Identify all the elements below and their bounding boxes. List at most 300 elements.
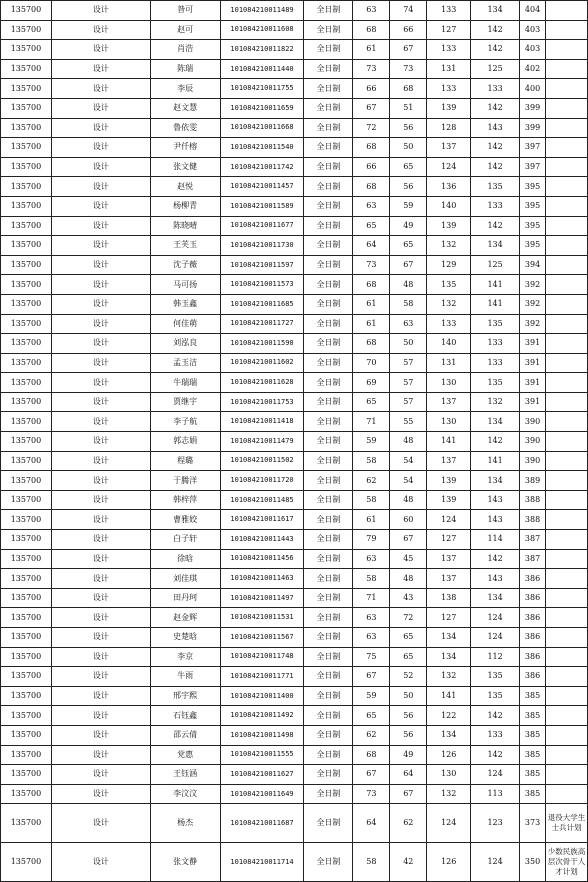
- study-mode-cell: 全日制: [304, 490, 353, 510]
- program-code-cell: 135700: [1, 725, 52, 745]
- candidate-id-cell: 101084210011479: [220, 432, 304, 452]
- program-name-cell: 设计: [51, 784, 150, 804]
- english-score-cell: 49: [390, 745, 427, 765]
- program-name-cell: 设计: [51, 667, 150, 687]
- candidate-id-cell: 101084210011628: [220, 373, 304, 393]
- english-score-cell: 63: [390, 314, 427, 334]
- program-code-cell: 135700: [1, 490, 52, 510]
- english-score-cell: 72: [390, 608, 427, 628]
- remark-cell: [546, 686, 588, 706]
- subject2-score-cell: 134: [471, 412, 520, 432]
- program-name-cell: 设计: [51, 314, 150, 334]
- remark-cell: [546, 216, 588, 236]
- program-code-cell: 135700: [1, 314, 52, 334]
- study-mode-cell: 全日制: [304, 432, 353, 452]
- program-code-cell: 135700: [1, 216, 52, 236]
- remark-cell: [546, 490, 588, 510]
- subject1-score-cell: 126: [427, 745, 471, 765]
- candidate-id-cell: 101084210011502: [220, 451, 304, 471]
- candidate-id-cell: 101084210011498: [220, 725, 304, 745]
- total-score-cell: 399: [520, 118, 546, 138]
- study-mode-cell: 全日制: [304, 1, 353, 21]
- politics-score-cell: 61: [353, 40, 390, 60]
- program-name-cell: 设计: [51, 196, 150, 216]
- subject2-score-cell: 142: [471, 138, 520, 158]
- total-score-cell: 397: [520, 157, 546, 177]
- study-mode-cell: 全日制: [304, 843, 353, 882]
- politics-score-cell: 73: [353, 784, 390, 804]
- candidate-name-cell: 陈晓晴: [150, 216, 220, 236]
- politics-score-cell: 73: [353, 59, 390, 79]
- candidate-name-cell: 白子轩: [150, 530, 220, 550]
- remark-cell: [546, 784, 588, 804]
- table-row: [1, 177, 588, 197]
- remark-cell: [546, 451, 588, 471]
- remark-cell: [546, 157, 588, 177]
- subject1-score-cell: 128: [427, 118, 471, 138]
- subject1-score-cell: 138: [427, 588, 471, 608]
- remark-cell: [546, 314, 588, 334]
- candidate-id-cell: 101084210011400: [220, 686, 304, 706]
- total-score-cell: 386: [520, 647, 546, 667]
- english-score-cell: 42: [390, 843, 427, 882]
- politics-score-cell: 58: [353, 490, 390, 510]
- english-score-cell: 56: [390, 706, 427, 726]
- candidate-id-cell: 101084210011489: [220, 1, 304, 21]
- study-mode-cell: 全日制: [304, 451, 353, 471]
- politics-score-cell: 79: [353, 530, 390, 550]
- program-code-cell: 135700: [1, 647, 52, 667]
- subject1-score-cell: 127: [427, 20, 471, 40]
- candidate-id-cell: 101084210011617: [220, 510, 304, 530]
- study-mode-cell: 全日制: [304, 588, 353, 608]
- candidate-id-cell: 101084210011418: [220, 412, 304, 432]
- table-row: [1, 20, 588, 40]
- study-mode-cell: 全日制: [304, 255, 353, 275]
- politics-score-cell: 59: [353, 686, 390, 706]
- study-mode-cell: 全日制: [304, 20, 353, 40]
- program-name-cell: 设计: [51, 373, 150, 393]
- total-score-cell: 395: [520, 196, 546, 216]
- program-code-cell: 135700: [1, 20, 52, 40]
- subject1-score-cell: 132: [427, 294, 471, 314]
- table-row: [1, 569, 588, 589]
- english-score-cell: 65: [390, 647, 427, 667]
- subject1-score-cell: 137: [427, 392, 471, 412]
- program-code-cell: 135700: [1, 373, 52, 393]
- table-row: [1, 490, 588, 510]
- candidate-id-cell: 101084210011822: [220, 40, 304, 60]
- subject1-score-cell: 141: [427, 686, 471, 706]
- program-name-cell: 设计: [51, 353, 150, 373]
- candidate-name-cell: 刘佳琪: [150, 569, 220, 589]
- study-mode-cell: 全日制: [304, 412, 353, 432]
- program-name-cell: 设计: [51, 20, 150, 40]
- total-score-cell: 400: [520, 79, 546, 99]
- subject2-score-cell: 143: [471, 118, 520, 138]
- subject1-score-cell: 124: [427, 804, 471, 843]
- subject1-score-cell: 140: [427, 334, 471, 354]
- candidate-id-cell: 101084210011720: [220, 471, 304, 491]
- program-code-cell: 135700: [1, 608, 52, 628]
- english-score-cell: 59: [390, 196, 427, 216]
- program-code-cell: 135700: [1, 177, 52, 197]
- candidate-id-cell: 101084210011485: [220, 490, 304, 510]
- subject1-score-cell: 131: [427, 353, 471, 373]
- candidate-name-cell: 刘泓良: [150, 334, 220, 354]
- english-score-cell: 48: [390, 569, 427, 589]
- study-mode-cell: 全日制: [304, 510, 353, 530]
- program-code-cell: 135700: [1, 569, 52, 589]
- english-score-cell: 48: [390, 275, 427, 295]
- subject2-score-cell: 142: [471, 20, 520, 40]
- english-score-cell: 50: [390, 334, 427, 354]
- study-mode-cell: 全日制: [304, 471, 353, 491]
- remark-cell: 少数民族高层次骨干人才计划: [546, 843, 588, 882]
- subject1-score-cell: 139: [427, 490, 471, 510]
- program-code-cell: 135700: [1, 353, 52, 373]
- program-name-cell: 设计: [51, 432, 150, 452]
- subject2-score-cell: 134: [471, 236, 520, 256]
- table-row: [1, 647, 588, 667]
- remark-cell: [546, 530, 588, 550]
- candidate-id-cell: 101084210011771: [220, 667, 304, 687]
- politics-score-cell: 66: [353, 79, 390, 99]
- politics-score-cell: 68: [353, 745, 390, 765]
- subject2-score-cell: 142: [471, 98, 520, 118]
- table-row: [1, 471, 588, 491]
- candidate-name-cell: 党惠: [150, 745, 220, 765]
- subject2-score-cell: 143: [471, 510, 520, 530]
- politics-score-cell: 71: [353, 412, 390, 432]
- subject1-score-cell: 130: [427, 373, 471, 393]
- program-name-cell: 设计: [51, 745, 150, 765]
- table-row: [1, 236, 588, 256]
- program-name-cell: 设计: [51, 706, 150, 726]
- remark-cell: [546, 432, 588, 452]
- politics-score-cell: 62: [353, 471, 390, 491]
- program-code-cell: 135700: [1, 255, 52, 275]
- study-mode-cell: 全日制: [304, 334, 353, 354]
- candidate-id-cell: 101084210011531: [220, 608, 304, 628]
- politics-score-cell: 65: [353, 706, 390, 726]
- subject1-score-cell: 130: [427, 412, 471, 432]
- politics-score-cell: 64: [353, 804, 390, 843]
- table-row: [1, 216, 588, 236]
- subject2-score-cell: 124: [471, 843, 520, 882]
- remark-cell: [546, 353, 588, 373]
- program-name-cell: 设计: [51, 549, 150, 569]
- candidate-name-cell: 肖浩: [150, 40, 220, 60]
- english-score-cell: 50: [390, 138, 427, 158]
- subject1-score-cell: 136: [427, 177, 471, 197]
- subject1-score-cell: 133: [427, 314, 471, 334]
- english-score-cell: 57: [390, 392, 427, 412]
- subject1-score-cell: 137: [427, 549, 471, 569]
- subject2-score-cell: 135: [471, 314, 520, 334]
- subject1-score-cell: 133: [427, 1, 471, 21]
- candidate-name-cell: 张文静: [150, 843, 220, 882]
- politics-score-cell: 73: [353, 255, 390, 275]
- total-score-cell: 392: [520, 275, 546, 295]
- program-code-cell: 135700: [1, 98, 52, 118]
- study-mode-cell: 全日制: [304, 765, 353, 785]
- program-code-cell: 135700: [1, 138, 52, 158]
- remark-cell: [546, 706, 588, 726]
- candidate-id-cell: 101084210011555: [220, 745, 304, 765]
- total-score-cell: 390: [520, 432, 546, 452]
- table-row: [1, 549, 588, 569]
- subject2-score-cell: 123: [471, 804, 520, 843]
- english-score-cell: 58: [390, 294, 427, 314]
- study-mode-cell: 全日制: [304, 549, 353, 569]
- program-name-cell: 设计: [51, 255, 150, 275]
- program-code-cell: 135700: [1, 667, 52, 687]
- program-name-cell: 设计: [51, 177, 150, 197]
- program-name-cell: 设计: [51, 275, 150, 295]
- politics-score-cell: 68: [353, 20, 390, 40]
- politics-score-cell: 68: [353, 177, 390, 197]
- candidate-name-cell: 牛瑞瑞: [150, 373, 220, 393]
- english-score-cell: 67: [390, 530, 427, 550]
- subject2-score-cell: 133: [471, 196, 520, 216]
- subject1-score-cell: 134: [427, 725, 471, 745]
- study-mode-cell: 全日制: [304, 628, 353, 648]
- subject2-score-cell: 135: [471, 373, 520, 393]
- candidate-name-cell: 石钰鑫: [150, 706, 220, 726]
- program-code-cell: 135700: [1, 530, 52, 550]
- candidate-name-cell: 李子航: [150, 412, 220, 432]
- subject1-score-cell: 122: [427, 706, 471, 726]
- subject1-score-cell: 133: [427, 40, 471, 60]
- study-mode-cell: 全日制: [304, 294, 353, 314]
- subject1-score-cell: 137: [427, 569, 471, 589]
- program-name-cell: 设计: [51, 608, 150, 628]
- english-score-cell: 49: [390, 216, 427, 236]
- subject2-score-cell: 142: [471, 706, 520, 726]
- program-code-cell: 135700: [1, 196, 52, 216]
- candidate-name-cell: 牛雨: [150, 667, 220, 687]
- candidate-id-cell: 101084210011727: [220, 314, 304, 334]
- remark-cell: [546, 608, 588, 628]
- program-code-cell: 135700: [1, 765, 52, 785]
- program-name-cell: 设计: [51, 118, 150, 138]
- candidate-id-cell: 101084210011753: [220, 392, 304, 412]
- english-score-cell: 54: [390, 451, 427, 471]
- total-score-cell: 386: [520, 608, 546, 628]
- total-score-cell: 385: [520, 784, 546, 804]
- total-score-cell: 403: [520, 40, 546, 60]
- english-score-cell: 66: [390, 20, 427, 40]
- politics-score-cell: 62: [353, 725, 390, 745]
- english-score-cell: 60: [390, 510, 427, 530]
- candidate-name-cell: 赵可: [150, 20, 220, 40]
- subject1-score-cell: 133: [427, 79, 471, 99]
- english-score-cell: 56: [390, 177, 427, 197]
- table-row: [1, 628, 588, 648]
- remark-cell: [546, 569, 588, 589]
- politics-score-cell: 70: [353, 353, 390, 373]
- english-score-cell: 52: [390, 667, 427, 687]
- program-name-cell: 设计: [51, 236, 150, 256]
- study-mode-cell: 全日制: [304, 157, 353, 177]
- table-row: [1, 255, 588, 275]
- subject1-score-cell: 131: [427, 59, 471, 79]
- remark-cell: [546, 236, 588, 256]
- study-mode-cell: 全日制: [304, 725, 353, 745]
- total-score-cell: 385: [520, 725, 546, 745]
- politics-score-cell: 65: [353, 392, 390, 412]
- subject2-score-cell: 132: [471, 392, 520, 412]
- politics-score-cell: 64: [353, 236, 390, 256]
- subject2-score-cell: 114: [471, 530, 520, 550]
- study-mode-cell: 全日制: [304, 216, 353, 236]
- subject1-score-cell: 137: [427, 451, 471, 471]
- program-name-cell: 设计: [51, 843, 150, 882]
- politics-score-cell: 63: [353, 628, 390, 648]
- candidate-name-cell: 马可扬: [150, 275, 220, 295]
- remark-cell: [546, 138, 588, 158]
- total-score-cell: 399: [520, 98, 546, 118]
- remark-cell: 退役大学生士兵计划: [546, 804, 588, 843]
- english-score-cell: 74: [390, 1, 427, 21]
- program-name-cell: 设计: [51, 138, 150, 158]
- subject2-score-cell: 113: [471, 784, 520, 804]
- remark-cell: [546, 667, 588, 687]
- program-name-cell: 设计: [51, 157, 150, 177]
- total-score-cell: 390: [520, 412, 546, 432]
- table-row: [1, 686, 588, 706]
- remark-cell: [546, 628, 588, 648]
- remark-cell: [546, 471, 588, 491]
- candidate-id-cell: 101084210011748: [220, 647, 304, 667]
- program-code-cell: 135700: [1, 628, 52, 648]
- remark-cell: [546, 412, 588, 432]
- program-code-cell: 135700: [1, 1, 52, 21]
- candidate-name-cell: 田丹珂: [150, 588, 220, 608]
- remark-cell: [546, 79, 588, 99]
- subject1-score-cell: 130: [427, 765, 471, 785]
- english-score-cell: 56: [390, 118, 427, 138]
- candidate-id-cell: 101084210011742: [220, 157, 304, 177]
- remark-cell: [546, 765, 588, 785]
- total-score-cell: 386: [520, 588, 546, 608]
- table-row: [1, 745, 588, 765]
- program-name-cell: 设计: [51, 686, 150, 706]
- english-score-cell: 65: [390, 236, 427, 256]
- total-score-cell: 350: [520, 843, 546, 882]
- program-code-cell: 135700: [1, 432, 52, 452]
- english-score-cell: 68: [390, 79, 427, 99]
- subject2-score-cell: 141: [471, 451, 520, 471]
- table-body: [1, 1, 588, 882]
- program-name-cell: 设计: [51, 628, 150, 648]
- subject2-score-cell: 142: [471, 216, 520, 236]
- subject2-score-cell: 135: [471, 177, 520, 197]
- program-code-cell: 135700: [1, 157, 52, 177]
- subject1-score-cell: 134: [427, 628, 471, 648]
- remark-cell: [546, 40, 588, 60]
- candidate-name-cell: 郭志娟: [150, 432, 220, 452]
- candidate-name-cell: 赵金辉: [150, 608, 220, 628]
- candidate-id-cell: 101084210011497: [220, 588, 304, 608]
- program-code-cell: 135700: [1, 745, 52, 765]
- total-score-cell: 387: [520, 530, 546, 550]
- total-score-cell: 395: [520, 216, 546, 236]
- table-row: [1, 608, 588, 628]
- candidate-name-cell: 王芙玉: [150, 236, 220, 256]
- total-score-cell: 386: [520, 628, 546, 648]
- candidate-name-cell: 张文健: [150, 157, 220, 177]
- subject2-score-cell: 142: [471, 40, 520, 60]
- candidate-id-cell: 101084210011590: [220, 334, 304, 354]
- subject1-score-cell: 127: [427, 530, 471, 550]
- subject2-score-cell: 142: [471, 549, 520, 569]
- total-score-cell: 386: [520, 667, 546, 687]
- candidate-name-cell: 陈瑞: [150, 59, 220, 79]
- subject2-score-cell: 133: [471, 79, 520, 99]
- table-row: [1, 98, 588, 118]
- candidate-name-cell: 程璐: [150, 451, 220, 471]
- subject2-score-cell: 124: [471, 765, 520, 785]
- program-code-cell: 135700: [1, 59, 52, 79]
- candidate-name-cell: 王钰涵: [150, 765, 220, 785]
- candidate-name-cell: 李京: [150, 647, 220, 667]
- program-code-cell: 135700: [1, 392, 52, 412]
- candidate-name-cell: 昝可: [150, 1, 220, 21]
- candidate-name-cell: 李汶汶: [150, 784, 220, 804]
- subject2-score-cell: 141: [471, 294, 520, 314]
- candidate-name-cell: 邢宇熙: [150, 686, 220, 706]
- candidate-id-cell: 101084210011755: [220, 79, 304, 99]
- program-name-cell: 设计: [51, 1, 150, 21]
- table-row: [1, 667, 588, 687]
- study-mode-cell: 全日制: [304, 59, 353, 79]
- candidate-id-cell: 101084210011567: [220, 628, 304, 648]
- candidate-name-cell: 沈子薇: [150, 255, 220, 275]
- total-score-cell: 391: [520, 334, 546, 354]
- candidate-name-cell: 鲁依雯: [150, 118, 220, 138]
- candidate-id-cell: 101084210011677: [220, 216, 304, 236]
- total-score-cell: 386: [520, 569, 546, 589]
- subject2-score-cell: 133: [471, 353, 520, 373]
- table-row: [1, 275, 588, 295]
- subject1-score-cell: 132: [427, 236, 471, 256]
- total-score-cell: 387: [520, 549, 546, 569]
- remark-cell: [546, 59, 588, 79]
- program-name-cell: 设计: [51, 725, 150, 745]
- program-code-cell: 135700: [1, 275, 52, 295]
- subject1-score-cell: 126: [427, 843, 471, 882]
- remark-cell: [546, 177, 588, 197]
- program-code-cell: 135700: [1, 686, 52, 706]
- subject2-score-cell: 142: [471, 432, 520, 452]
- remark-cell: [546, 588, 588, 608]
- subject2-score-cell: 124: [471, 628, 520, 648]
- table-row: [1, 412, 588, 432]
- study-mode-cell: 全日制: [304, 686, 353, 706]
- subject2-score-cell: 141: [471, 275, 520, 295]
- subject2-score-cell: 135: [471, 667, 520, 687]
- study-mode-cell: 全日制: [304, 373, 353, 393]
- remark-cell: [546, 255, 588, 275]
- program-code-cell: 135700: [1, 334, 52, 354]
- english-score-cell: 55: [390, 412, 427, 432]
- subject2-score-cell: 143: [471, 490, 520, 510]
- candidate-name-cell: 杨柳青: [150, 196, 220, 216]
- subject1-score-cell: 137: [427, 138, 471, 158]
- subject1-score-cell: 124: [427, 510, 471, 530]
